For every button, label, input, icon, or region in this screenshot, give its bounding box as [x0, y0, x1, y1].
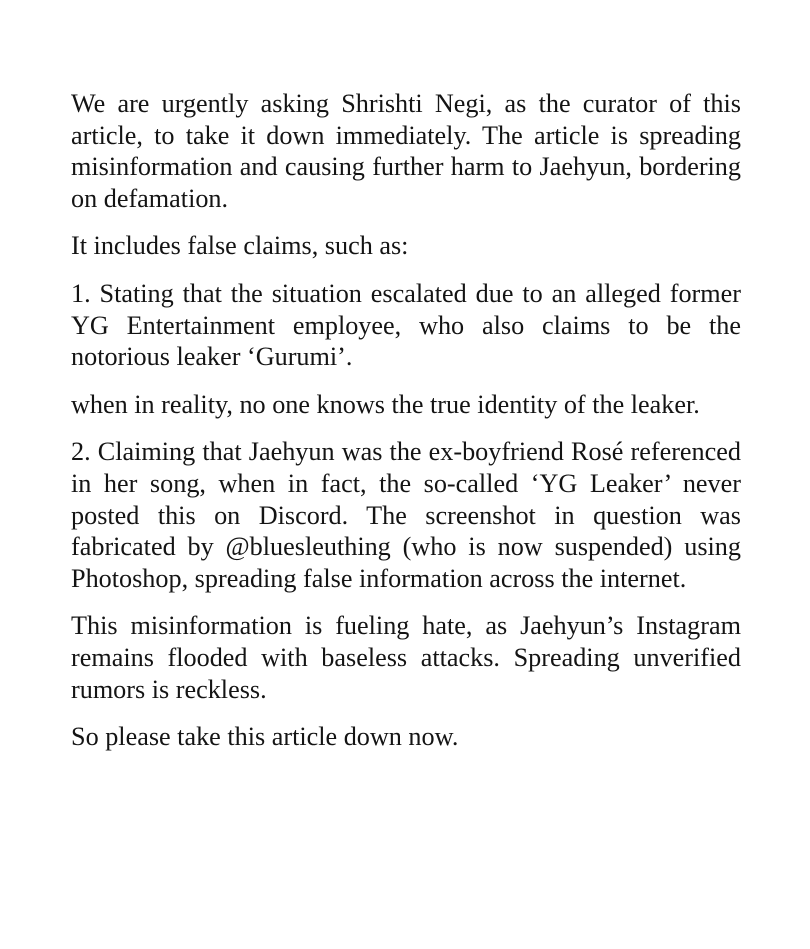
paragraph-request: We are urgently asking Shrishti Negi, as the curator of this article, to take it down immediately. The article is spreading misinformation and causing further harm to Jaehyun, bordering on defamation. — [71, 89, 741, 213]
paragraph-claim-1-rebuttal: when in reality, no one knows the true identity of the leaker. — [71, 389, 700, 419]
paragraph-claim-1: 1. Stating that the situation escalated due to an alleged former YG Entertainment employee, who also claims to be the notorious leaker ‘Gurumi’. — [71, 278, 741, 372]
statement-body — [71, 88, 741, 753]
paragraph-consequence: This misinformation is fueling hate, as Jaehyun’s Instagram remains flooded with baseless attacks. Spreading unverified rumors is reckless. — [71, 611, 741, 704]
paragraph-claims-intro: It includes false claims, such as: — [71, 231, 409, 261]
paragraph-claim-2: 2. Claiming that Jaehyun was the ex-boyfriend Rosé referenced in her song, when in fact, the so-called ‘YG Leaker’ never posted this on Discord. The screenshot in question was fabricated by @bluesleuthing (who is now suspended) using Photoshop, spreading false information across the internet. — [71, 437, 741, 593]
paragraph-closing: So please take this article down now. — [71, 722, 459, 752]
